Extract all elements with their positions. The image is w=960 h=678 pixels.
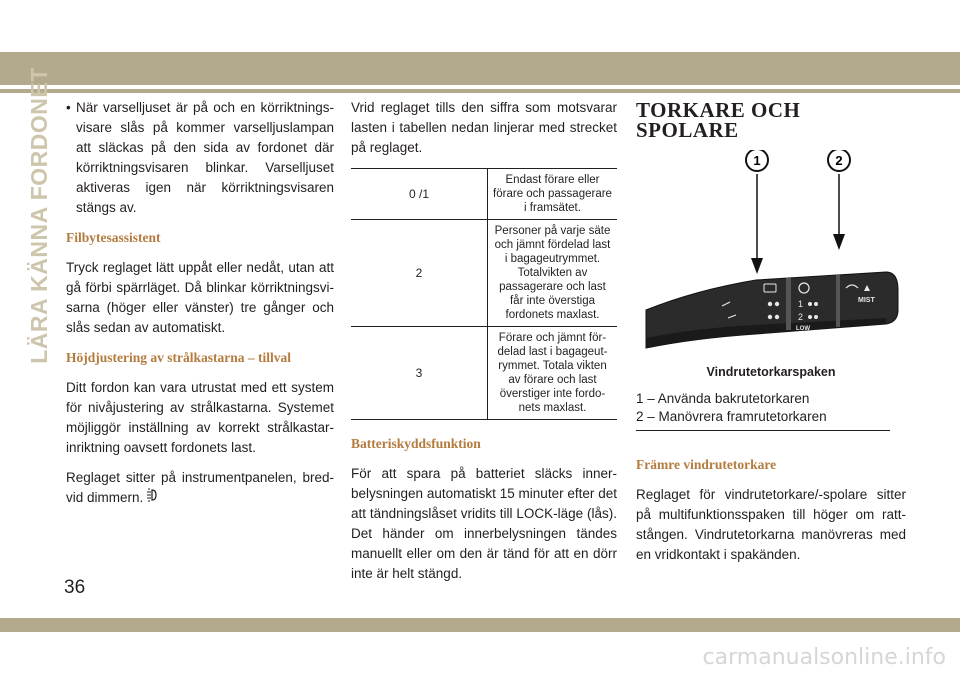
side-tab-label: LÄRA KÄNNA FORDONET xyxy=(25,66,52,364)
paragraph-battery-saver: För att spara på batteriet släcks innerbelysningen automatiskt 15 minuter efter det att tändningslåset vridits till LOCK-läge (lås). Det händer om innerbelysningen tändes manuellt eller om den är tänd för att en dörr inte är helt stängd. xyxy=(351,466,617,581)
callout-1-label: 1 xyxy=(753,153,761,168)
legend-item-1: 1 – Använda bakrutetorkaren xyxy=(636,391,810,406)
table-row xyxy=(351,169,617,220)
bullet-text: När varselljuset är på och en körriktningsvisare slås på kommer varselljuslampan att släckas på den sida av fordonet där körriktningsvisaren blinkar. Varselljuset aktiveras igen när körriktningsvisaren stängs av. xyxy=(76,100,334,215)
table-cell-desc: Endast förare eller förare och passagerare i framsätet. xyxy=(488,169,618,220)
control-location-text: Reglaget sitter på instrumentpanelen, bredvid dimmern. xyxy=(66,470,334,505)
legend-rule xyxy=(636,430,890,431)
watermark-text: carmanualsonline.info xyxy=(702,645,946,670)
wiper-stalk-figure xyxy=(636,150,906,362)
heading-lane-change: Filbytesassistent xyxy=(66,230,161,245)
load-table xyxy=(351,168,617,420)
table-row xyxy=(351,220,617,327)
column-right xyxy=(636,98,906,575)
heading-headlight-leveling: Höjdjustering av strålkastarna – tillval xyxy=(66,350,291,365)
paragraph-lane-change: Tryck reglaget lätt uppåt eller nedåt, utan att gå förbi spärrläget. Då blinkar körriktningsvisarna (höger eller vänster) tre gånger och slås sedan av automatiskt. xyxy=(66,260,334,335)
heading-front-wipers: Främre vindrutetorkare xyxy=(636,457,777,472)
footer-band xyxy=(0,618,960,632)
column-middle xyxy=(351,98,617,594)
table-cell-desc: Personer på varje säte och jämnt fördelad last i bagageutrymmet. Totalvikten av passagerare och last får inte överstiga fordonets maxlast. xyxy=(488,220,618,327)
callout-2-label: 2 xyxy=(835,153,843,168)
table-cell-desc: Förare och jämnt fördelad last i bagageutrymmet. Totala vikten av förare och last överstiger inte fordonets maxlast. xyxy=(488,327,618,420)
page-number: 36 xyxy=(64,577,86,598)
table-row xyxy=(351,327,617,420)
paragraph-headlight-leveling: Ditt fordon kan vara utrustat med ett system för nivåjustering av strålkastarna. Systemet möjliggör inställning av korrekt strålkastarinriktning oavsett fordonets last. xyxy=(66,380,334,455)
paragraph-control-location xyxy=(66,468,334,508)
callout-1 xyxy=(746,150,768,171)
wiper-low-mark: LOW xyxy=(796,326,810,332)
figure-caption: Vindrutetorkarspaken xyxy=(706,365,836,379)
wiper-mist-mark: MIST xyxy=(858,297,875,304)
header-rule xyxy=(0,89,960,93)
section-side-tab xyxy=(19,66,59,364)
bullet-item: • När varselljuset är på och en körriktningsvisare slås på kommer varselljuslampan att släckas på den sida av fordonet där körriktningsvisaren blinkar. Varselljuset aktiveras igen när körriktningsvisaren stängs av. xyxy=(66,98,334,218)
legend-item-2: 2 – Manövrera framrutetorkaren xyxy=(636,409,827,424)
table-cell-key: 0 /1 xyxy=(351,169,488,220)
table-cell-key: 3 xyxy=(351,327,488,420)
header-band xyxy=(0,52,960,85)
table-cell-key: 2 xyxy=(351,220,488,327)
heading-battery-saver: Batteriskyddsfunktion xyxy=(351,436,481,451)
wiper-speed-high-mark: 2 xyxy=(798,312,804,322)
paragraph-front-wipers: Reglaget för vindrutetorkare/-spolare sitter på multifunktionsspaken till höger om rattstången. Vindrutetorkarna manövreras med en vridkontakt i spakänden. xyxy=(636,487,906,562)
column-left xyxy=(66,98,334,518)
wiper-stalk-illustration xyxy=(636,150,906,362)
headlight-leveling-icon xyxy=(145,488,159,508)
section-title: TORKARE OCH SPOLARE xyxy=(636,98,801,142)
wiper-speed-low-mark: 1 xyxy=(798,299,804,309)
paragraph-load-instruction: Vrid reglaget tills den siffra som motsvarar lasten i tabellen nedan linjerar med strecket på reglaget. xyxy=(351,100,617,155)
callout-2 xyxy=(828,150,850,171)
